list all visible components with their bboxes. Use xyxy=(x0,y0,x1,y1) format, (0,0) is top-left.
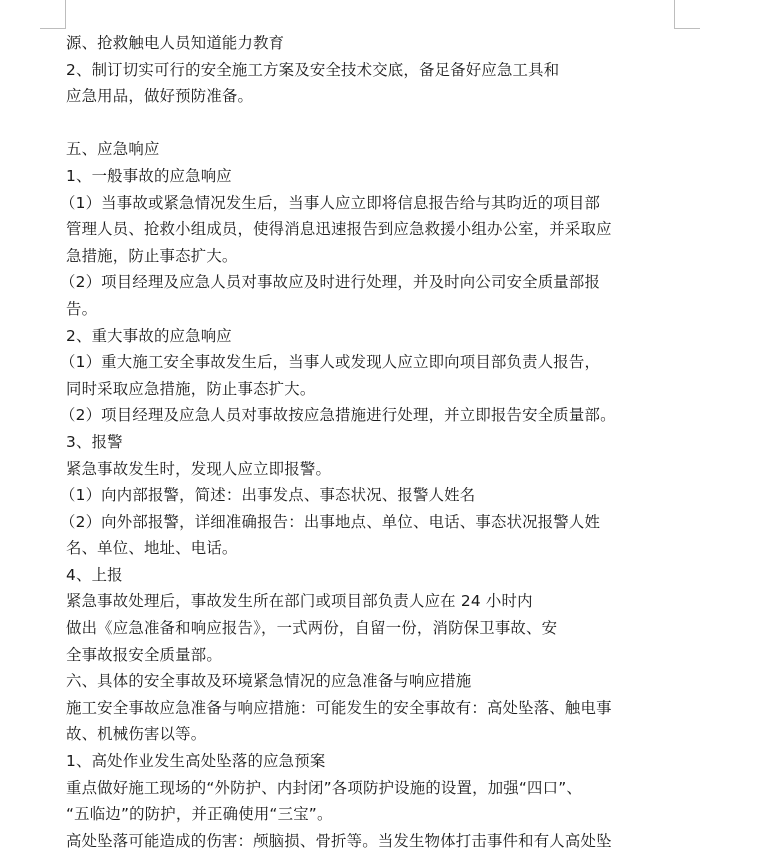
crop-mark-top-right-horizontal xyxy=(674,28,700,29)
text-line: 高处坠落可能造成的伤害：颅脑损、骨折等。当发生物体打击事件和有人高处坠 xyxy=(66,831,612,850)
section-heading: 六、具体的安全事故及环境紧急情况的应急准备与响应措施 xyxy=(66,672,472,691)
text-line: 施工安全事故应急准备与响应措施：可能发生的安全事故有：高处坠落、触电事 xyxy=(66,698,612,717)
text-line: （2）项目经理及应急人员对事故按应急措施进行处理，并立即报告安全质量部。 xyxy=(60,406,616,425)
text-line: 紧急事故处理后，事故发生所在部门或项目部负责人应在 24 小时内 xyxy=(66,592,533,611)
text-line: （1）重大施工安全事故发生后，当事人或发现人应立即向项目部负责人报告， xyxy=(60,353,601,372)
blank-line xyxy=(66,110,766,137)
subsection-heading: 1、一般事故的应急响应 xyxy=(66,166,232,185)
text-line: 源、抢救触电人员知道能力教育 xyxy=(66,34,285,52)
subsection-heading: 1、高处作业发生高处坠落的应急预案 xyxy=(66,752,326,771)
subsection-heading: 3、报警 xyxy=(66,432,123,451)
text-line: 2、制订切实可行的安全施工方案及安全技术交底，备足备好应急工具和 xyxy=(66,60,560,79)
text-line: （1）当事故或紧急情况发生后，当事人应立即将信息报告给与其昀近的项目部 xyxy=(60,193,601,212)
text-line: 重点做好施工现场的“外防护、内封闭”各项防护设施的设置，加强“四口”、 xyxy=(66,778,583,797)
text-line: 故、机械伤害以等。 xyxy=(66,725,207,744)
crop-mark-top-left xyxy=(65,0,66,28)
text-line: 告。 xyxy=(66,299,98,318)
text-line: 紧急事故发生时，发现人应立即报警。 xyxy=(66,459,332,478)
text-line: 全事故报安全质量部。 xyxy=(66,645,222,664)
text-line: 应急用品，做好预防准备。 xyxy=(66,87,254,106)
text-line: （1）向内部报警，简述：出事发点、事态状况、报警人姓名 xyxy=(60,486,476,505)
text-line: 做出《应急准备和响应报告》，一式两份，自留一份，消防保卫事故、安 xyxy=(66,619,558,638)
subsection-heading: 2、重大事故的应急响应 xyxy=(66,326,232,345)
text-line: 管理人员、抢救小组成员，使得消息迅速报告到应急救援小组办公室，并采取应 xyxy=(66,220,612,239)
text-line: 同时采取应急措施，防止事态扩大。 xyxy=(66,379,316,398)
section-heading: 五、应急响应 xyxy=(66,140,160,159)
crop-mark-top-right xyxy=(674,0,675,28)
text-line: 急措施，防止事态扩大。 xyxy=(66,246,238,265)
text-line: “五临边”的防护，并正确使用“三宝”。 xyxy=(66,805,333,824)
text-line: （2）向外部报警，详细准确报告：出事地点、单位、电话、事态状况报警人姓 xyxy=(60,512,601,531)
crop-mark-top-left-horizontal xyxy=(40,28,66,29)
document-body[interactable] xyxy=(60,30,766,854)
text-line: 名、单位、地址、电话。 xyxy=(66,539,238,558)
text-line: （2）项目经理及应急人员对事故应及时进行处理，并及时向公司安全质量部报 xyxy=(60,273,601,292)
subsection-heading: 4、上报 xyxy=(66,565,123,584)
